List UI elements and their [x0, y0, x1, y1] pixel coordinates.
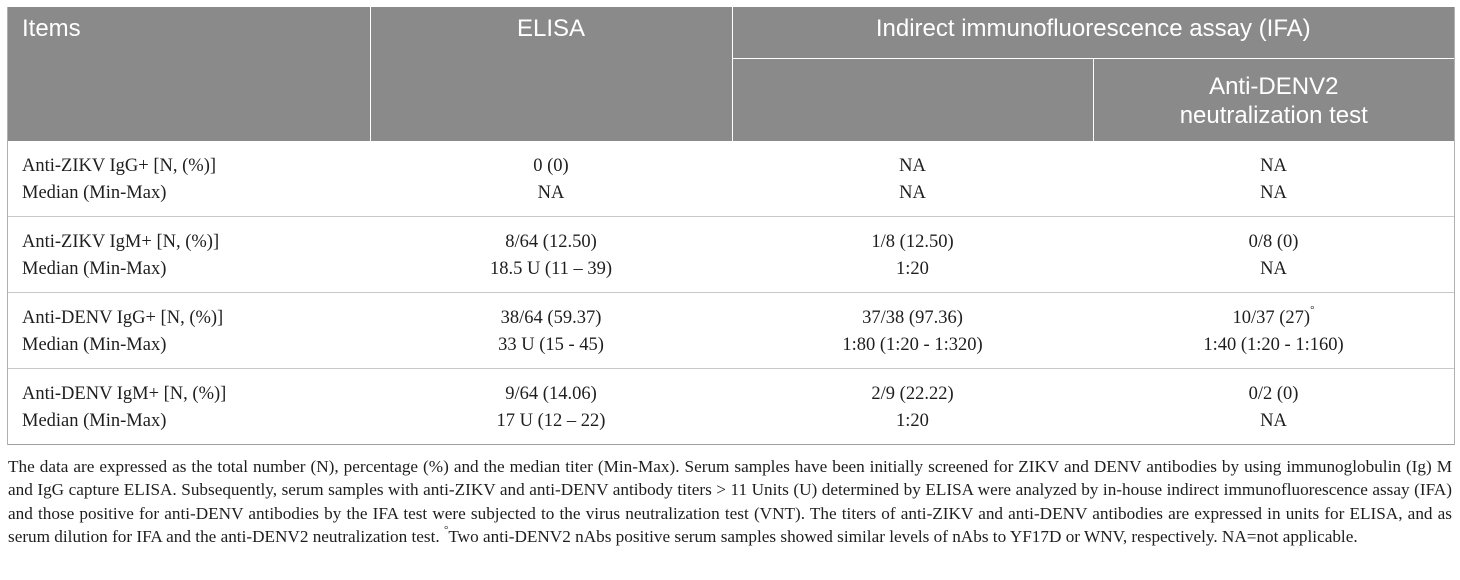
- row-label-cell: [8, 141, 370, 217]
- ifa-median: 1:80 (1:20 - 1:320): [842, 334, 983, 355]
- row-sublabel: Median (Min-Max): [22, 182, 167, 203]
- ifa-cell: [732, 368, 1093, 444]
- table-row: [8, 216, 1454, 292]
- row-label: Anti-ZIKV IgM+ [N, (%)]: [22, 231, 220, 252]
- header-neutralization-test: [1093, 58, 1454, 141]
- footnote-marker: °: [443, 524, 449, 537]
- row-sublabel: Median (Min-Max): [22, 258, 167, 279]
- ifa-median: NA: [899, 182, 926, 203]
- ifa-count: NA: [899, 155, 926, 176]
- elisa-cell: [370, 141, 732, 217]
- nt-median: NA: [1260, 410, 1287, 431]
- nt-cell: [1093, 292, 1454, 368]
- row-sublabel: Median (Min-Max): [22, 334, 167, 355]
- table-footnote: [8, 455, 1452, 549]
- ifa-cell: [732, 292, 1093, 368]
- table-header: [8, 7, 1454, 141]
- nt-count: 0/2 (0): [1248, 383, 1299, 404]
- ifa-cell: [732, 141, 1093, 217]
- header-ifa-sub-empty: [732, 58, 1093, 141]
- row-label-cell: [8, 368, 370, 444]
- elisa-median: 17 U (12 – 22): [496, 410, 606, 431]
- header-nt-line2: neutralization test: [1179, 101, 1368, 129]
- header-ifa: Indirect immunofluorescence assay (IFA): [732, 7, 1454, 58]
- data-table-container: [7, 7, 1455, 445]
- elisa-count: 0 (0): [533, 155, 569, 176]
- elisa-cell: [370, 292, 732, 368]
- header-nt-line1: Anti-DENV2: [1209, 72, 1339, 100]
- ifa-count: 1/8 (12.50): [871, 231, 954, 252]
- elisa-count: 38/64 (59.37): [500, 307, 602, 328]
- ifa-cell: [732, 216, 1093, 292]
- table-body: [8, 141, 1454, 445]
- nt-median: NA: [1260, 182, 1287, 203]
- results-table: [8, 7, 1454, 445]
- nt-cell: [1093, 216, 1454, 292]
- row-label-cell: [8, 292, 370, 368]
- ifa-count: 37/38 (97.36): [862, 307, 963, 328]
- elisa-median: 18.5 U (11 – 39): [489, 258, 613, 279]
- row-label: Anti-DENV IgG+ [N, (%)]: [22, 307, 224, 328]
- row-label: Anti-ZIKV IgG+ [N, (%)]: [22, 155, 217, 176]
- nt-cell: [1093, 368, 1454, 444]
- row-label-cell: [8, 216, 370, 292]
- ifa-count: 2/9 (22.22): [871, 383, 954, 404]
- table-row: [8, 368, 1454, 444]
- table-row: [8, 292, 1454, 368]
- elisa-cell: [370, 216, 732, 292]
- elisa-cell: [370, 368, 732, 444]
- nt-count: 10/37 (27): [1232, 307, 1311, 328]
- elisa-count: 8/64 (12.50): [505, 231, 597, 252]
- ifa-median: 1:20: [896, 410, 929, 431]
- elisa-median: 33 U (15 - 45): [498, 334, 604, 355]
- table-row: [8, 141, 1454, 217]
- row-label: Anti-DENV IgM+ [N, (%)]: [22, 383, 227, 404]
- nt-count: 0/8 (0): [1248, 231, 1299, 252]
- header-items: Items: [8, 7, 370, 141]
- nt-count: NA: [1260, 155, 1287, 176]
- elisa-median: NA: [537, 182, 565, 203]
- nt-median: NA: [1260, 258, 1287, 279]
- footnote-text-2: Two anti-DENV2 nAbs positive serum samples showed similar levels of nAbs to YF17D or WNV, respectively. NA=not applicable.: [448, 527, 1358, 547]
- footnote-text: The data are expressed as the total number (N), percentage (%) and the median titer (Min-Max). Serum samples have been initially screened for ZIKV and DENV antibodies by using immunoglobulin (Ig) M and IgG capture ELISA. Subsequently, serum samples with anti-ZIKV and anti-DENV antibody titers > 11 Units (U) determined by ELISA were analyzed by in-house indirect immunofluorescence assay (IFA) and those positive for anti-DENV antibodies by the IFA test were subjected to the virus neutralization test (VNT). The titers of anti-ZIKV and anti-DENV antibodies are expressed in units for ELISA, and as serum dilution for IFA and the anti-DENV2 neutralization test.: [8, 457, 1452, 547]
- header-elisa: ELISA: [370, 7, 732, 141]
- elisa-count: 9/64 (14.06): [505, 383, 597, 404]
- nt-cell: [1093, 141, 1454, 217]
- row-sublabel: Median (Min-Max): [22, 410, 167, 431]
- footnote-marker: °: [1310, 304, 1315, 317]
- ifa-median: 1:20: [896, 258, 929, 279]
- nt-median: 1:40 (1:20 - 1:160): [1203, 334, 1344, 355]
